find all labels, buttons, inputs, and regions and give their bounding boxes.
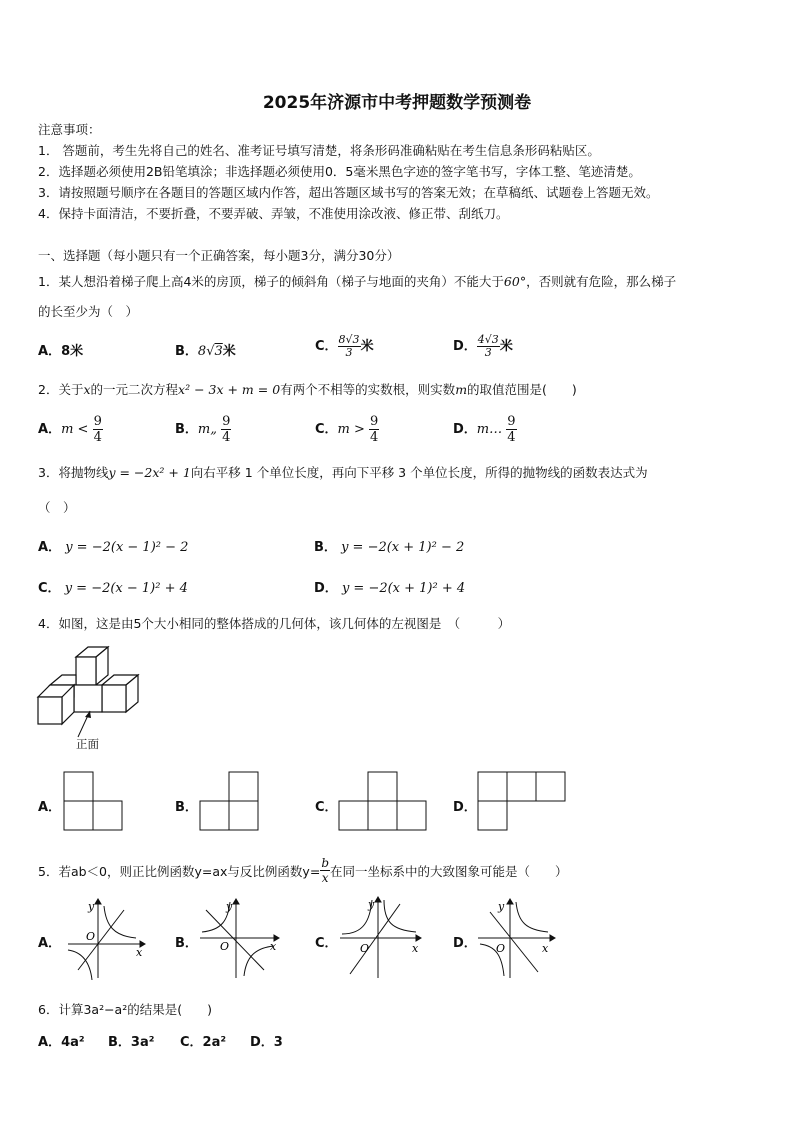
q3-option-d[interactable] bbox=[314, 577, 465, 596]
q2-text-pre: 2．关于 bbox=[38, 382, 84, 397]
axis-x-label: x bbox=[542, 942, 549, 955]
q2-var-m: m bbox=[455, 382, 468, 397]
origin-label: O bbox=[360, 942, 370, 955]
q4-stem: 4．如图，这是由5个大小相同的整体搭成的几何体，该几何体的左视图是 （ ） bbox=[38, 616, 511, 631]
q5-option-a-graph bbox=[66, 898, 146, 980]
q5-option-d-graph bbox=[476, 898, 558, 980]
option-equation: y = −2(x + 1)² − 2 bbox=[341, 540, 465, 555]
option-fraction bbox=[221, 414, 231, 445]
q3-option-c[interactable] bbox=[38, 577, 188, 596]
option-equation: y = −2(x − 1)² + 4 bbox=[64, 581, 188, 596]
option-text: 2a² bbox=[202, 1035, 227, 1050]
fraction-denominator: 4 bbox=[507, 430, 516, 445]
q5-option-c[interactable] bbox=[315, 932, 338, 951]
q4-option-b-view bbox=[200, 772, 260, 832]
option-coef: 8 bbox=[197, 344, 207, 359]
q3-option-a[interactable] bbox=[38, 536, 188, 555]
q5-text-post: 在同一坐标系中的大致图象可能是（ ） bbox=[330, 864, 568, 879]
fraction-denominator: x bbox=[321, 871, 329, 885]
option-text: 8米 bbox=[61, 344, 84, 359]
option-fraction bbox=[369, 414, 379, 445]
q4-option-a[interactable] bbox=[38, 796, 61, 815]
q2-var-x: x bbox=[83, 382, 91, 397]
option-text: 4a² bbox=[61, 1035, 85, 1050]
fraction-numerator: 9 bbox=[222, 414, 231, 429]
option-relation: m„ bbox=[197, 422, 217, 437]
q5-stem bbox=[38, 858, 568, 887]
q4-option-d[interactable] bbox=[453, 796, 477, 815]
q2-text-mid: 的一元二次方程 bbox=[90, 382, 179, 397]
option-fraction bbox=[477, 334, 500, 359]
q1-option-c[interactable] bbox=[315, 334, 374, 359]
page-title: 2025年济源市中考押题数学预测卷 bbox=[262, 93, 532, 113]
option-label: B． bbox=[175, 344, 198, 359]
q1-text-b: ，否则就有危险，那么梯子 bbox=[526, 274, 677, 289]
fraction-denominator: 4 bbox=[222, 430, 231, 445]
q5-option-d[interactable] bbox=[453, 932, 477, 951]
q5-option-a[interactable] bbox=[38, 932, 61, 951]
q6-option-b[interactable] bbox=[108, 1031, 154, 1050]
q5-fraction bbox=[320, 856, 330, 885]
notice-item-3: 3．请按照题号顺序在各题目的答题区域内作答，超出答题区域书写的答案无效；在草稿纸、试题卷上答题无效。 bbox=[38, 185, 659, 200]
q4-front-label: 正面 bbox=[76, 737, 99, 751]
option-label: B． bbox=[175, 936, 198, 951]
q1-stem bbox=[38, 272, 676, 290]
q5-text-pre: 5．若ab＜0，则正比例函数y=ax与反比例函数y= bbox=[38, 864, 321, 879]
axis-x-label: x bbox=[136, 946, 143, 959]
option-label: A． bbox=[38, 422, 62, 437]
option-fraction bbox=[338, 334, 361, 359]
q3-paren: （ ） bbox=[38, 500, 76, 515]
option-label: B． bbox=[175, 422, 198, 437]
fraction-denominator: 4 bbox=[370, 430, 379, 445]
origin-label: O bbox=[86, 930, 96, 943]
option-fraction bbox=[506, 414, 516, 445]
q3-text-pre: 3．将抛物线 bbox=[38, 465, 109, 480]
q2-text-post: 有两个不相等的实数根，则实数 bbox=[280, 382, 456, 397]
option-label: A． bbox=[38, 800, 62, 815]
option-equation: y = −2(x − 1)² − 2 bbox=[65, 540, 189, 555]
option-text: 3a² bbox=[130, 1035, 155, 1050]
axis-y-label: y bbox=[498, 900, 505, 913]
q1-text-a: 1．某人想沿着梯子爬上高4米的房顶，梯子的倾斜角（梯子与地面的夹角）不能大于 bbox=[38, 274, 504, 289]
notice-item-4: 4．保持卡面清洁，不要折叠，不要弄破、弄皱，不准使用涂改液、修正带、刮纸刀。 bbox=[38, 206, 509, 221]
section-heading: 一、选择题（每小题只有一个正确答案，每小题3分，满分30分） bbox=[38, 248, 400, 263]
axis-y-label: y bbox=[368, 898, 375, 911]
q1-option-d[interactable] bbox=[453, 334, 513, 359]
q2-option-d[interactable] bbox=[453, 414, 517, 445]
option-label: A． bbox=[38, 344, 62, 359]
option-unit: 米 bbox=[360, 339, 374, 354]
option-text: 3 bbox=[273, 1035, 283, 1050]
q4-option-b[interactable] bbox=[175, 796, 198, 815]
q4-option-d-view bbox=[478, 772, 568, 832]
axis-y-label: y bbox=[226, 900, 233, 913]
notice-item-1: 1． 答题前，考生先将自己的姓名、准考证号填写清楚，将条形码准确粘贴在考生信息条形码粘贴区。 bbox=[38, 143, 600, 158]
q2-option-c[interactable] bbox=[315, 414, 379, 445]
option-radicand: 3 bbox=[214, 344, 223, 359]
option-label: B． bbox=[108, 1035, 131, 1050]
notice-heading: 注意事项： bbox=[38, 122, 101, 137]
q5-option-c-graph bbox=[338, 896, 424, 980]
q2-stem bbox=[38, 380, 577, 398]
q4-option-a-view bbox=[64, 772, 124, 832]
origin-label: O bbox=[220, 940, 230, 953]
q2-option-a[interactable] bbox=[38, 414, 103, 445]
option-label: A． bbox=[38, 1035, 62, 1050]
option-relation: m < bbox=[61, 422, 89, 437]
option-label: A． bbox=[38, 936, 62, 951]
option-label: A． bbox=[38, 540, 62, 555]
q1-angle: 60° bbox=[503, 274, 527, 289]
q4-option-c[interactable] bbox=[315, 796, 338, 815]
axis-x-label: x bbox=[270, 940, 277, 953]
q1-option-a[interactable] bbox=[38, 340, 83, 359]
option-label: C． bbox=[315, 339, 338, 354]
option-label: D． bbox=[453, 339, 477, 354]
axis-y-label: y bbox=[88, 900, 95, 913]
q6-stem: 6．计算3a²−a²的结果是( ) bbox=[38, 1002, 212, 1017]
origin-label: O bbox=[496, 942, 506, 955]
option-label: D． bbox=[314, 581, 338, 596]
fraction-numerator: 9 bbox=[93, 414, 102, 429]
option-label: C． bbox=[315, 422, 338, 437]
option-label: D． bbox=[453, 422, 477, 437]
option-label: B． bbox=[175, 800, 198, 815]
option-unit: 米 bbox=[222, 344, 236, 359]
option-equation: y = −2(x + 1)² + 4 bbox=[341, 581, 466, 596]
q3-option-b[interactable] bbox=[314, 536, 464, 555]
option-label: C． bbox=[38, 581, 61, 596]
option-label: B． bbox=[314, 540, 337, 555]
option-label: D． bbox=[250, 1035, 274, 1050]
fraction-numerator: 8√3 bbox=[338, 333, 360, 346]
q2-equation: x² − 3x + m = 0 bbox=[178, 382, 281, 397]
fraction-denominator: 3 bbox=[484, 346, 492, 359]
axis-x-label: x bbox=[412, 942, 419, 955]
q3-text-post: 向右平移 1 个单位长度，再向下平移 3 个单位长度，所得的抛物线的函数表达式为 bbox=[190, 465, 648, 480]
fraction-numerator: b bbox=[321, 856, 329, 870]
option-label: C． bbox=[180, 1035, 203, 1050]
q6-option-a[interactable] bbox=[38, 1031, 85, 1050]
q1-option-b[interactable]: B．8√3米 bbox=[175, 344, 236, 359]
notice-item-2: 2．选择题必须使用2B铅笔填涂；非选择题必须使用0．5毫米黑色字迹的签字笔书写，字体工整、笔迹清楚。 bbox=[38, 164, 641, 179]
q3-stem bbox=[38, 463, 648, 481]
option-relation: m… bbox=[476, 422, 503, 437]
fraction-numerator: 9 bbox=[370, 414, 379, 429]
fraction-numerator: 4√3 bbox=[477, 333, 499, 346]
q4-solid-figure bbox=[36, 645, 146, 750]
q1-stem-line2: 的长至少为（ ） bbox=[38, 304, 139, 319]
q6-option-d[interactable] bbox=[250, 1031, 283, 1050]
q5-option-b[interactable] bbox=[175, 932, 198, 951]
q5-option-b-graph bbox=[198, 898, 280, 980]
option-relation: m > bbox=[337, 422, 365, 437]
option-label: C． bbox=[315, 800, 338, 815]
option-label: C． bbox=[315, 936, 338, 951]
fraction-numerator: 9 bbox=[507, 414, 516, 429]
q2-text-end: 的取值范围是( ) bbox=[467, 382, 577, 397]
q4-option-c-view bbox=[339, 772, 429, 832]
option-label: D． bbox=[453, 800, 477, 815]
fraction-denominator: 3 bbox=[345, 346, 353, 359]
q2-option-b[interactable] bbox=[175, 414, 231, 445]
option-unit: 米 bbox=[499, 339, 513, 354]
option-label: D． bbox=[453, 936, 477, 951]
option-fraction bbox=[93, 414, 103, 445]
q3-equation: y = −2x² + 1 bbox=[108, 465, 191, 480]
fraction-denominator: 4 bbox=[93, 430, 102, 445]
q6-option-c[interactable] bbox=[180, 1031, 226, 1050]
